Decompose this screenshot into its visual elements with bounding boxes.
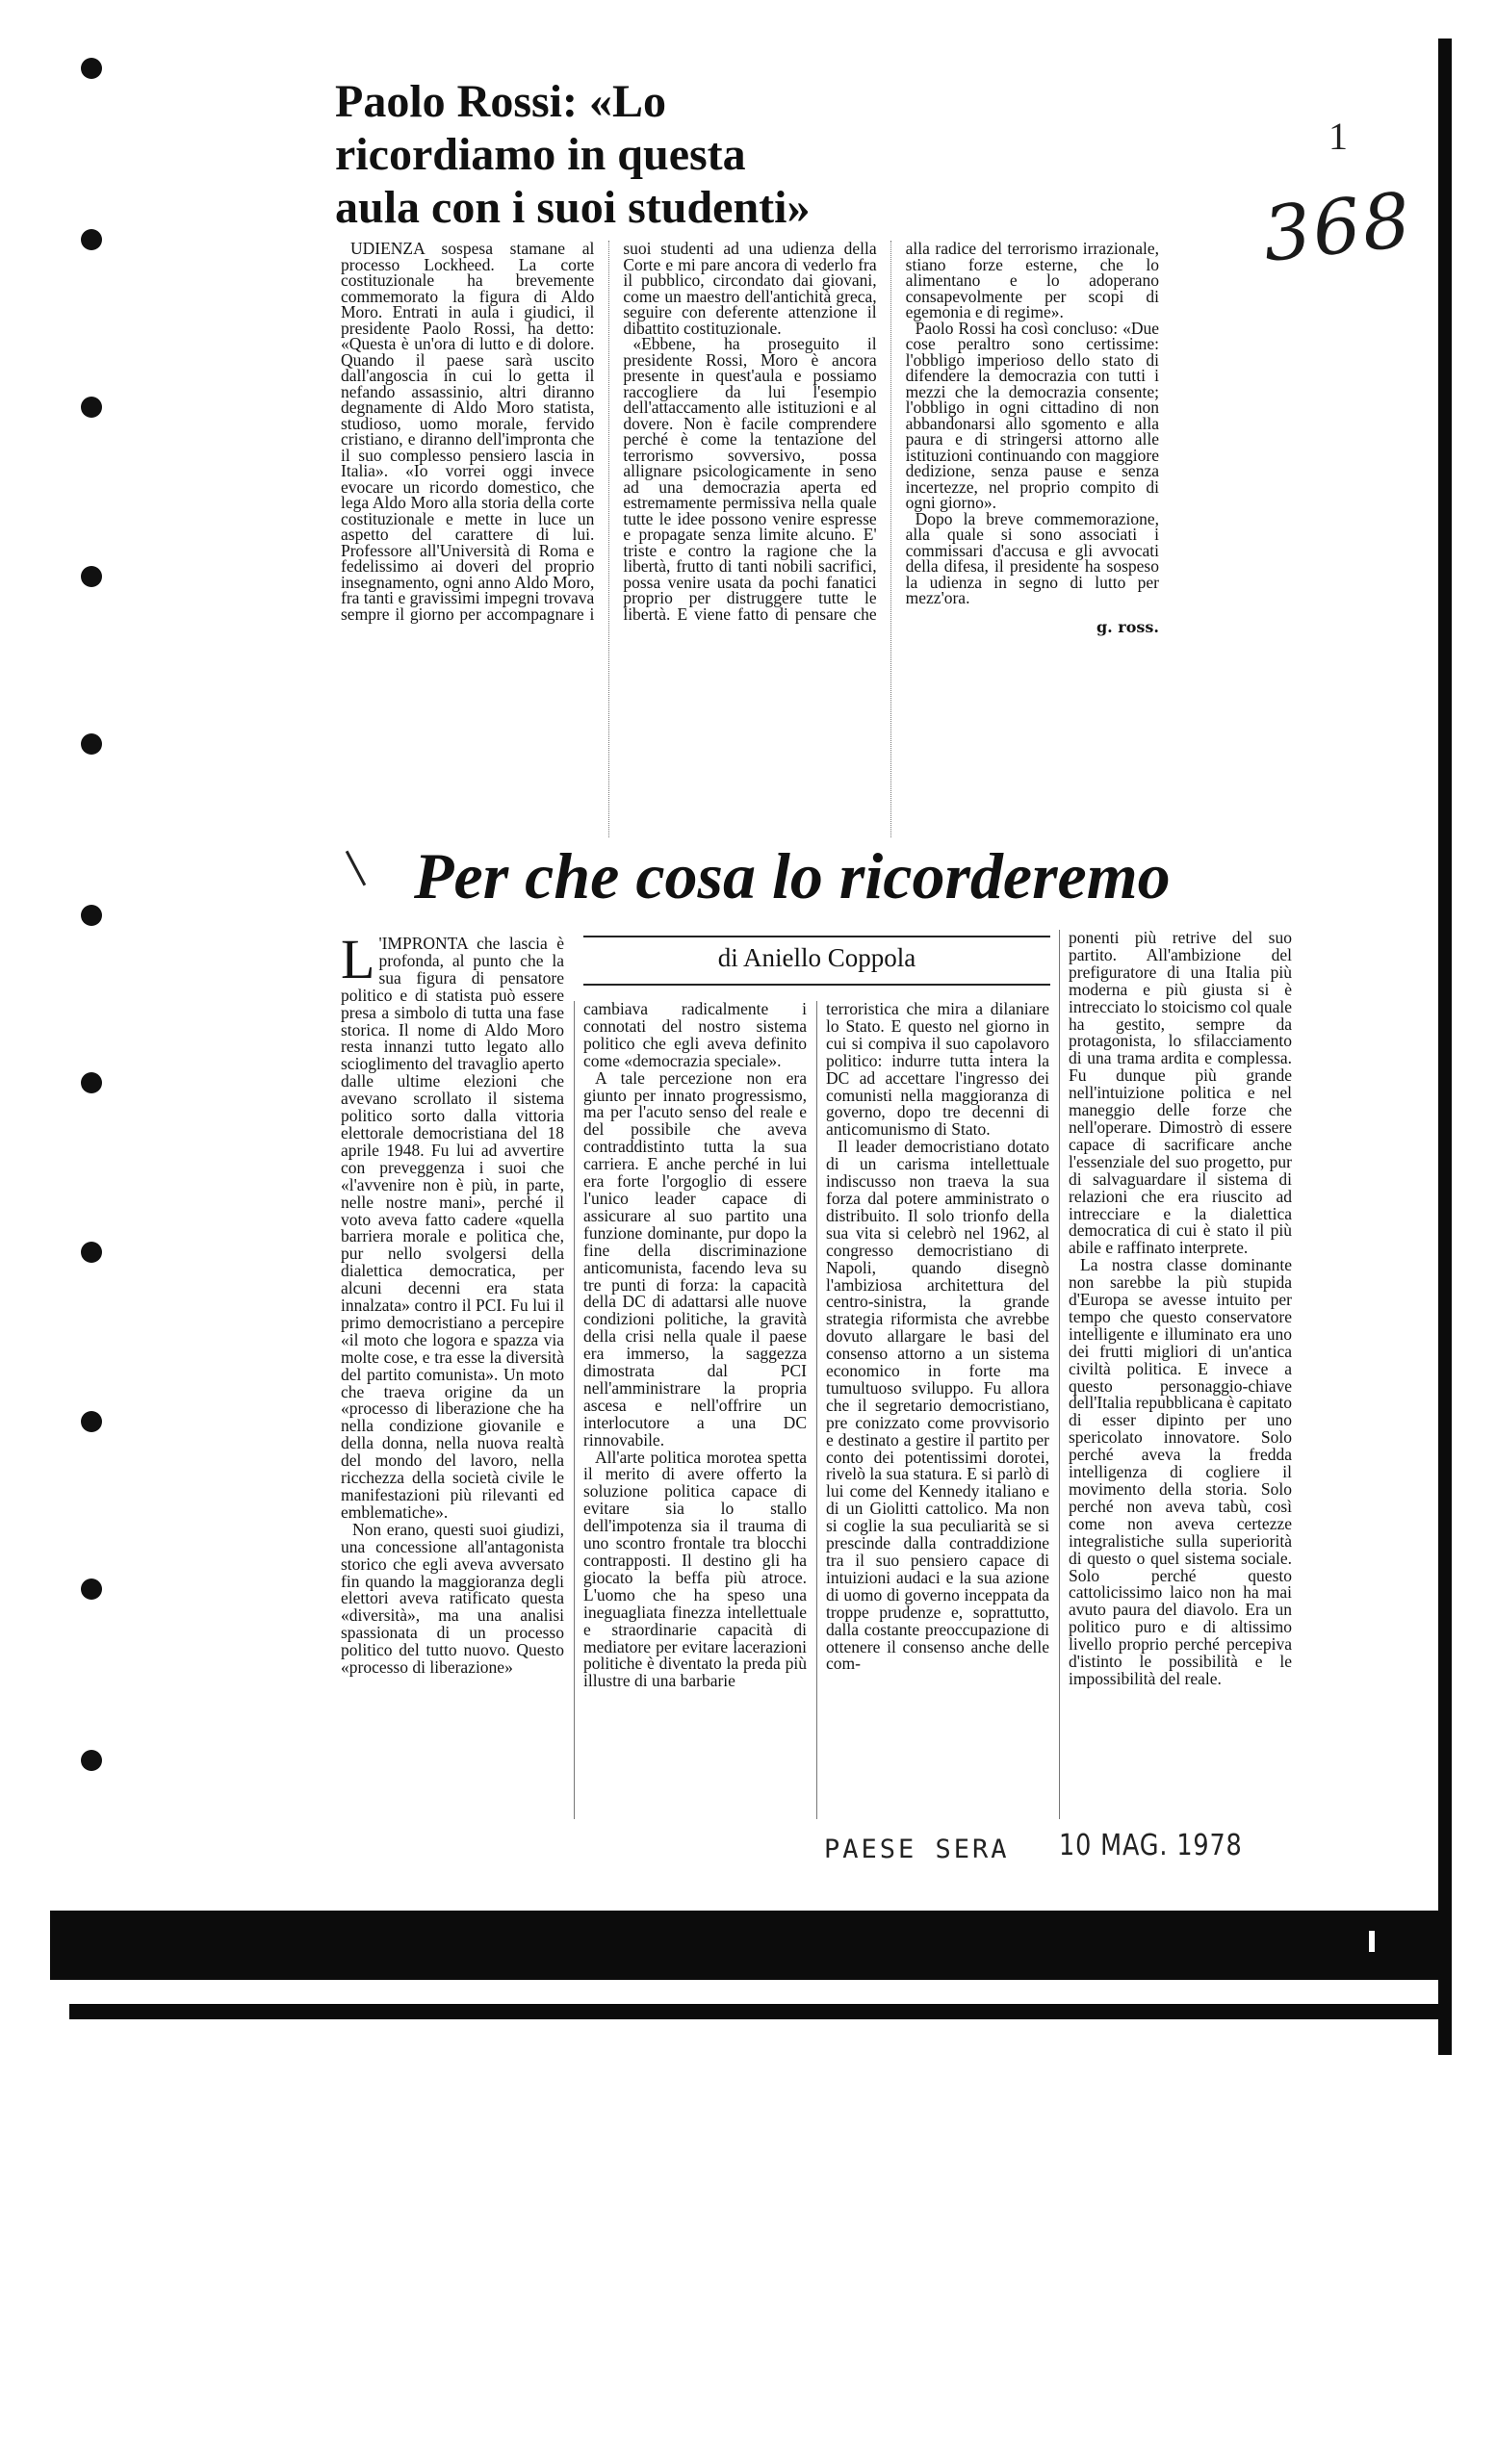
article-2-paragraph: La nostra classe dominante non sarebbe la più stupida d'Europa se avesse intuito per tempo che questo conservatore intelligente e illuminato era uno dei frutti migliori di un'antica civiltà politica. E invece a questo personaggio-chiave dell'Italia repubblicana è capitato di esser dipinto per uno spericolato innovatore. Solo perché aveva la fredda intelligenza di cogliere il movimento della storia. Solo perché non aveva tabù, così come non aveva certezze integralistiche sulla superiorità di questo o quel sistema sociale. Solo perché questo cattolicissimo laico non ha mai avuto paura del diavolo. Era un politico puro e di altissimo livello proprio perché percepiva d'istinto le possibilità e le impossibilità del reale. [1069,1255,1292,1688]
article-1-headline: Paolo Rossi: «Lo ricordiamo in questa aula con i suoi studenti» [335,76,811,233]
punch-hole [81,1578,102,1600]
punch-hole [81,1750,102,1771]
article-2-paragraph: Il leader democristiano dotato di un carisma intellettuale indiscusso non traeva la sua forza dal potere amministrato o distribuito. Il solo trionfo della sua vita si celebrò nel 1962, al congresso democristiano di Napoli, quando disegnò l'ambiziosa architettura del centro-sinistra, la grande strategia riformista che avrebbe dovuto allargare le basi del consenso attorno a un sistema economico in forte ma tumultuoso sviluppo. Fu allora che il segretario democristiano, pre conizzato come provvisorio e destinato a gestire il partito per conto dei potentissimi dorotei, rivelò la sua statura. E si parlò di lui come del Kennedy italiano e di un Giolitti cattolico. Ma non si coglie la sua peculiarità se si prescinde dalla contraddizione tra il suo pensiero capace di intuizioni audaci e la sua azione di uomo di governo inceppata da troppe prudenze e, soprattutto, dalla costante preoccupazione di ottenere il consenso anche delle com- [826,1137,1049,1674]
column-divider [574,1001,575,1819]
article-2-column [583,1001,807,1690]
article-1-paragraph: UDIENZA sospesa stamane al processo Lockheed. La corte costituzionale ha brevemente commemorato la figura di Aldo Moro. Entrati in aula i giudici, il presidente Paolo Rossi, ha detto: «Questa è un'ora di lutto e di dolore. Quando il paese sarà uscito dall'angoscia in cui lo getta il nefando assassinio, altri diranno degnamente di Aldo Moro statista, studioso, uomo morale, fervido cristiano, e diranno dell'impronta che il suo complesso pensiero lascia in Italia». «Io vorrei oggi invece evocare un ricordo domestico, che lega Aldo Moro alla storia della corte costituzionale e mette in luce un aspetto del carattere di lui. Professore all'Università di Roma e fedelissimo ai doveri del proprio insegnamento, ogni anno Aldo Moro, fra tanti e gravissimi impegni trovava sempre il giorno per accompagnare i suoi studenti ad una udienza della Corte e mi pare ancora di vederlo fra il pubblico, circondato dai giovani, come un maestro dell'antichità greca, seguire con deferente attenzione il dibattito costituzionale. [341,239,877,624]
date-stamp: 10 MAG. 1978 [1059,1829,1243,1862]
archive-stamp-number: 368 [1258,177,1417,279]
article-2-paragraph [341,928,564,1522]
punch-hole [81,397,102,418]
punch-hole [81,1072,102,1093]
article-2-paragraph: Non erano, questi suoi giudizi, una concessione all'antagonista storico che egli aveva avversato fin quando la maggioranza degli elettori aveva ratificato questa «diversità», ma una analisi spassionata di un processo politico del tutto nuovo. Questo «processo di liberazione» [341,1519,564,1678]
article-2-paragraph-text: 'IMPRONTA che lascia è profonda, al punto che la sua figura di pensatore politico e di statista può essere presa a simbolo di tutta una fase storica. Il nome di Aldo Moro resta innanzi tutto legato allo scioglimento del travaglio aperto dalle ultime elezioni che avevano scrollato il sistema politico sorto dalla vittoria elettorale democristiana del 18 aprile 1948. Fu lui ad avvertire con preveggenza i suoi che «l'avvenire non è più, in parte, nelle nostre mani», perché il voto aveva fatto cadere «quella barriera morale e politica che, pur nello svolgersi della dialettica democratica, per alcuni decenni era stata innalzata» contro il PCI. Fu lui il primo democristiano a percepire «il moto che logora e spazza via molte cose, e tra esse la diversità del partito comunista». Un moto che traeva origine da un «processo di liberazione che ha nella condizione giovanile e della donna, nella nuova realtà del mondo del lavoro, nella ricchezza della società civile le manifestazioni più rilevanti ed emblematiche». [341,934,564,1522]
punch-hole [81,566,102,587]
article-1-paragraph: Dopo la breve commemorazione, alla quale si sono associati i commissari d'accusa e gli avvocati della difesa, il presidente ha sospeso la udienza in segno di lutto per mezz'ora. [905,508,1159,607]
article-1-paragraph: «Ebbene, ha proseguito il presidente Rossi, Moro è ancora presente in quest'aula e possiamo raccogliere da lui l'esempio dell'attaccamento alle istituzioni e al dovere. Non è facile comprendere perché è come la tentazione del terrorismo sovversivo, possa allignare psicologicamente in seno ad una democrazia aperta ed estremamente permissiva nella quale tutte le idee possono venire espresse e propagate senza limite alcuno. E' triste e contro la ragione che la libertà, frutto di tanti nobili sacrifici, possa venire usata da pochi fanatici proprio per distruggere tutte le libertà. E viene fatto di pensare che alla radice del terrorismo irrazionale, stiano forze esterne, che lo alimentano e lo adoperano consapevolmente per scopi di egemonia e di regime». [623,239,1159,624]
author-rule [583,936,1050,937]
column-divider [816,1001,817,1819]
archive-page-number: 1 [1328,115,1348,158]
scan-artifact [1369,1931,1375,1952]
article-2-column [826,1001,1049,1673]
pen-mark [346,851,366,886]
article-2-column [1069,930,1292,1688]
punch-hole [81,229,102,250]
scan-border-bar [50,1911,1452,1980]
punch-hole [81,733,102,755]
article-2-author: di Aniello Coppola [717,943,916,972]
article-2-column [341,928,564,1678]
newspaper-masthead: PAESE SERA [824,1835,1010,1864]
article-1-body [341,241,1159,837]
scan-border-line [69,2004,1452,2019]
column-divider [1059,930,1060,1819]
article-2-headline: Per che cosa lo ricorderemo [414,839,1171,912]
punch-hole [81,1411,102,1432]
dropcap: L [341,928,375,990]
article-1-byline: g. ross. [1096,617,1159,636]
article-2-paragraph: terroristica che mira a dilaniare lo Stato. E questo nel giorno in cui si compiva il suo capolavoro politico: indurre tutta intera la DC ad accettare l'ingresso dei comunisti nella maggioranza di governo, dopo tre decenni di anticomunismo di Stato. [826,999,1049,1140]
article-2-paragraph: A tale percezione non era giunto per innato progressismo, ma per l'acuto senso del reale e del possibile che aveva contraddistinto tutta la sua carriera. E anche perché in lui era forte l'orgoglio di essere l'unico leader capace di assicurare al suo partito una funzione dominante, pur dopo la fine della discriminazione anticomunista, facendo leva su tre punti di forza: la capacità della DC di adattarsi alle nuove condizioni politiche, la gravità della crisi nella quale il paese era immerso, la saggezza dimostrata dal PCI nell'amministrare la propria ascesa e nell'offrire un interlocutore a una DC rinnovabile. [583,1067,807,1450]
author-rule [583,984,1050,986]
punch-hole [81,905,102,926]
article-2-paragraph: All'arte politica morotea spetta il merito di avere offerto la soluzione politica capace di evitare sia lo stallo dell'impotenza sia il trauma di uno scontro frontale tra blocchi contrapposti. Il destino gli ha giocato la beffa più atroce. L'uomo che ha speso una ineguagliata finezza intellettuale e straordinarie capacità di mediatore per evitare lacerazioni politiche è diventato la preda più illustre di una barbarie [583,1447,807,1691]
scan-edge [1438,38,1452,2055]
article-1-paragraph: Paolo Rossi ha così concluso: «Due cose peraltro sono certissime: l'obbligo imperioso dello stato di difendere la democrazia con tutti i mezzi che la democrazia consente; l'obbligo in ogni cittadino di non abbandonarsi allo sgomento e alla paura e di stringersi attorno alle istituzioni continuando con maggiore dedizione, senza pause e senza incertezze, nel proprio compito di ogni giorno». [905,318,1159,512]
article-2-paragraph: cambiava radicalmente i connotati del nostro sistema politico che egli aveva definito come «democrazia speciale». [583,999,807,1070]
article-2-paragraph: ponenti più retrive del suo partito. All'ambizione del prefiguratore di una Italia più moderna e più giusta si è intrecciato lo stoicismo col quale ha gestito, sempre da protagonista, lo sfilacciamento di una trama ardita e complessa. Fu dunque più grande nell'intuizione politica e nel maneggio delle forze che nell'operare. Dimostrò di essere capace di sacrificare anche l'essenziale del suo progetto, pur di salvaguardare il sistema di relazioni che era riuscito ad intrecciare e la dialettica democratica di cui è stato il più abile e raffinato interprete. [1069,928,1292,1258]
punch-hole [81,58,102,79]
punch-hole [81,1242,102,1263]
